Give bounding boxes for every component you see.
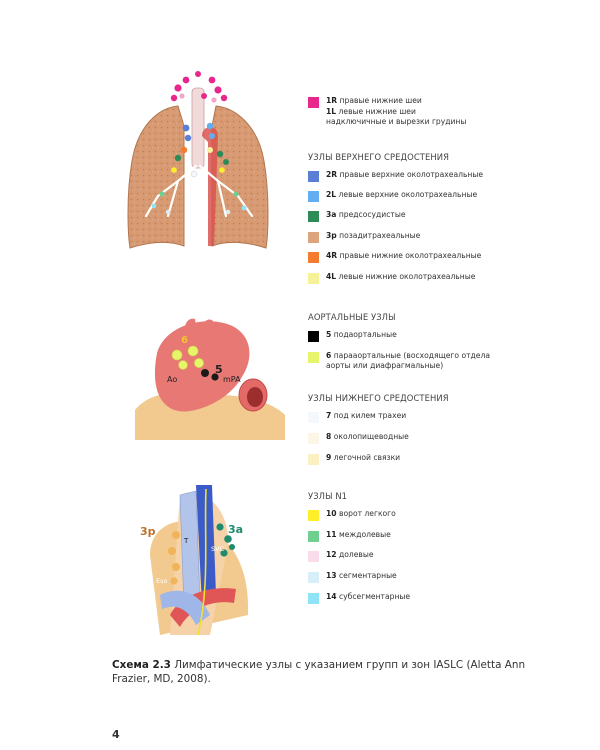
heading-upper-mediastinal: УЗЛЫ ВЕРХНЕГО СРЕДОСТЕНИЯ <box>308 152 450 162</box>
legend-item-13: 13 сегментарные <box>308 571 397 583</box>
trachea-label: T <box>184 537 189 545</box>
heading-aortic: АОРТАЛЬНЫЕ УЗЛЫ <box>308 312 396 322</box>
legend-item-11: 11 междолевые <box>308 530 391 542</box>
legend-item-12: 12 долевые <box>308 550 374 562</box>
figure-caption <box>112 658 552 686</box>
legend-swatch <box>308 97 319 108</box>
legend-item-7: 7 под килем трахеи <box>308 411 406 423</box>
legend-item-14: 14 субсегментарные <box>308 592 410 604</box>
legend-item-1r: 1R правые нижние шеи <box>308 96 422 108</box>
heart-figure <box>135 315 285 440</box>
right-lung <box>128 106 184 248</box>
caption-title: Схема 2.3 <box>112 659 171 671</box>
legend-item-2r: 2R правые верхние околотрахеальные <box>308 170 483 182</box>
svc-label: SVC <box>211 545 225 553</box>
legend-item-1l: 1L левые нижние шеи надключичные и вырезки грудины <box>326 107 467 126</box>
mpa-label: mPA <box>223 375 241 384</box>
heading-lower-mediastinal: УЗЛЫ НИЖНЕГО СРЕДОСТЕНИЯ <box>308 393 449 403</box>
page-number: 4 <box>112 728 120 741</box>
legend-item-3p: 3p позадитрахеальные <box>308 231 420 243</box>
legend-item-8: 8 околопищеводные <box>308 432 409 444</box>
legend-item-10: 10 ворот легкого <box>308 509 396 521</box>
label-3a: 3a <box>228 523 244 536</box>
caption-text: Лимфатические узлы с указанием групп и зон IASLC (Aletta Ann Frazier, MD, 2008). <box>112 659 526 685</box>
legend-item-3a: 3a предсосудистые <box>308 210 406 222</box>
legend-item-2l: 2L левые верхние околотрахеальные <box>308 190 477 202</box>
label-3p: 3p <box>140 525 156 538</box>
left-lung <box>212 106 268 248</box>
legend-item-4r: 4R правые нижние околотрахеальные <box>308 251 481 263</box>
mediastinum-figure <box>140 485 260 640</box>
aorta-label: Ao <box>167 375 178 384</box>
legend-item-9: 9 легочной связки <box>308 453 400 465</box>
heading-n1: УЗЛЫ N1 <box>308 491 348 501</box>
node5-label: 5 <box>215 363 223 376</box>
lungs-figure <box>118 66 278 256</box>
legend-item-6: 6 парааортальные (восходящего отдела аорты или диафрагмальные) <box>308 351 490 371</box>
eso-label: Eso <box>156 577 168 585</box>
legend-item-4l: 4L левые нижние околотрахеальные <box>308 272 475 284</box>
trachea <box>192 88 204 168</box>
node6-label: 6 <box>181 335 188 346</box>
legend-item-5: 5 подаортальные <box>308 330 397 342</box>
